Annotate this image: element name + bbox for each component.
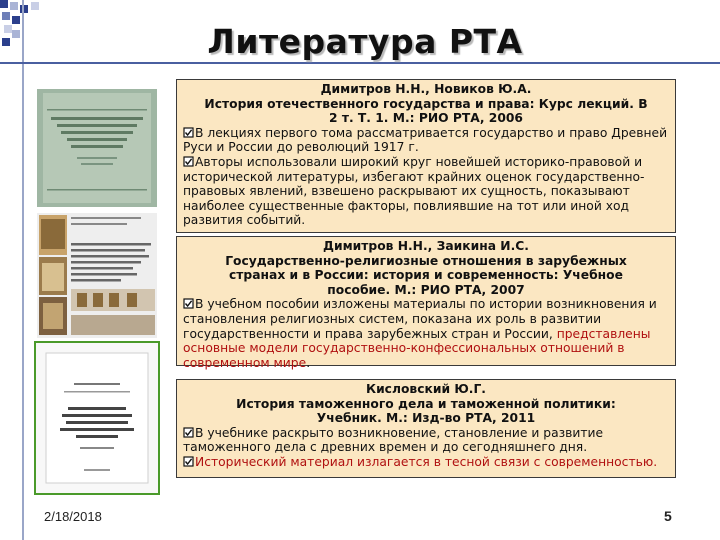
book-3-authors: Кисловский Ю.Г. bbox=[366, 382, 486, 396]
corner-square bbox=[4, 25, 12, 33]
book-1-bullet-1 bbox=[183, 126, 669, 155]
book-1-title-line1: История отечественного государства и права: Курс лекций. В bbox=[204, 96, 648, 111]
corner-square bbox=[2, 38, 10, 46]
book-2-bullet-1-end: . bbox=[306, 355, 311, 370]
book-cover-1-image bbox=[37, 89, 157, 207]
book-3-bullet-1 bbox=[183, 426, 669, 455]
book-description-box-1 bbox=[176, 79, 676, 233]
book-cover-2-image bbox=[37, 213, 157, 338]
book-1-bullet-2-text: Авторы использовали широкий круг новейшей историко-правовой и исторической литературы, избегают крайних оценок государственно-правовых явлений, взвешено раскрывают их сущность, показывают наиболее существенные факторы, повлиявшие на тот или иной ход развития событий. bbox=[183, 154, 645, 228]
book-2-title-line1: Государственно-религиозные отношения в зарубежных bbox=[225, 253, 627, 268]
book-cover-3 bbox=[34, 341, 160, 495]
checkbox-bullet-icon bbox=[183, 298, 194, 309]
checkbox-bullet-icon bbox=[183, 456, 194, 467]
slide-date: 2/18/2018 bbox=[44, 509, 102, 524]
book-description-box-3 bbox=[176, 379, 676, 478]
book-1-title-line2: 2 т. Т. 1. М.: РИО РТА, 2006 bbox=[328, 111, 523, 126]
book-cover-3-image bbox=[36, 343, 158, 493]
checkbox-bullet-icon bbox=[183, 156, 194, 167]
checkbox-bullet-icon bbox=[183, 427, 194, 438]
corner-square bbox=[0, 0, 8, 8]
book-3-title-line1: История таможенного дела и таможенной политики: bbox=[236, 396, 616, 411]
book-3-bullet-1-text: В учебнике раскрыто возникновение, становление и развитие таможенного дела с древних времен и до сегодняшнего дня. bbox=[183, 425, 604, 455]
vertical-rule bbox=[22, 0, 24, 540]
checkbox-bullet-icon bbox=[183, 127, 194, 138]
corner-square bbox=[12, 16, 20, 24]
corner-square bbox=[12, 30, 20, 38]
book-3-bullet-2-text: Исторический материал излагается в тесной связи с современностью. bbox=[195, 454, 658, 469]
corner-square bbox=[10, 2, 18, 10]
book-2-authors: Димитров Н.Н., Заикина И.С. bbox=[323, 239, 529, 253]
book-3-title-line2: Учебник. М.: Изд-во РТА, 2011 bbox=[316, 411, 536, 426]
book-1-bullet-1-text: В лекциях первого тома рассматривается государство и право Древней Руси и России до революций 1917 г. bbox=[183, 125, 668, 155]
title-underline bbox=[0, 62, 720, 64]
book-2-title-line2: странах и в России: история и современность: Учебное bbox=[229, 268, 623, 283]
book-1-bullet-2 bbox=[183, 155, 669, 228]
book-2-title-line3: пособие. М.: РИО РТА, 2007 bbox=[327, 282, 525, 297]
corner-square bbox=[2, 12, 10, 20]
book-3-bullet-2 bbox=[183, 455, 669, 470]
book-cover-1 bbox=[37, 89, 157, 207]
book-2-bullet-1-text: В учебном пособии изложены материалы по истории возникновения и становления религиозных систем, показана их роль в развитии государственности и права зарубежных стран и России, bbox=[183, 297, 657, 341]
book-2-bullet-1-highlight: представлены основные модели государственно-конфессиональных отношений в современном мире bbox=[183, 326, 651, 370]
slide-page-number: 5 bbox=[664, 508, 672, 524]
book-cover-2 bbox=[37, 213, 157, 338]
book-1-authors: Димитров Н.Н., Новиков Ю.А. bbox=[320, 82, 532, 96]
book-2-bullet-1 bbox=[183, 297, 669, 370]
corner-square bbox=[31, 2, 39, 10]
book-description-box-2 bbox=[176, 236, 676, 370]
slide-title: Литература РТА bbox=[207, 22, 523, 61]
